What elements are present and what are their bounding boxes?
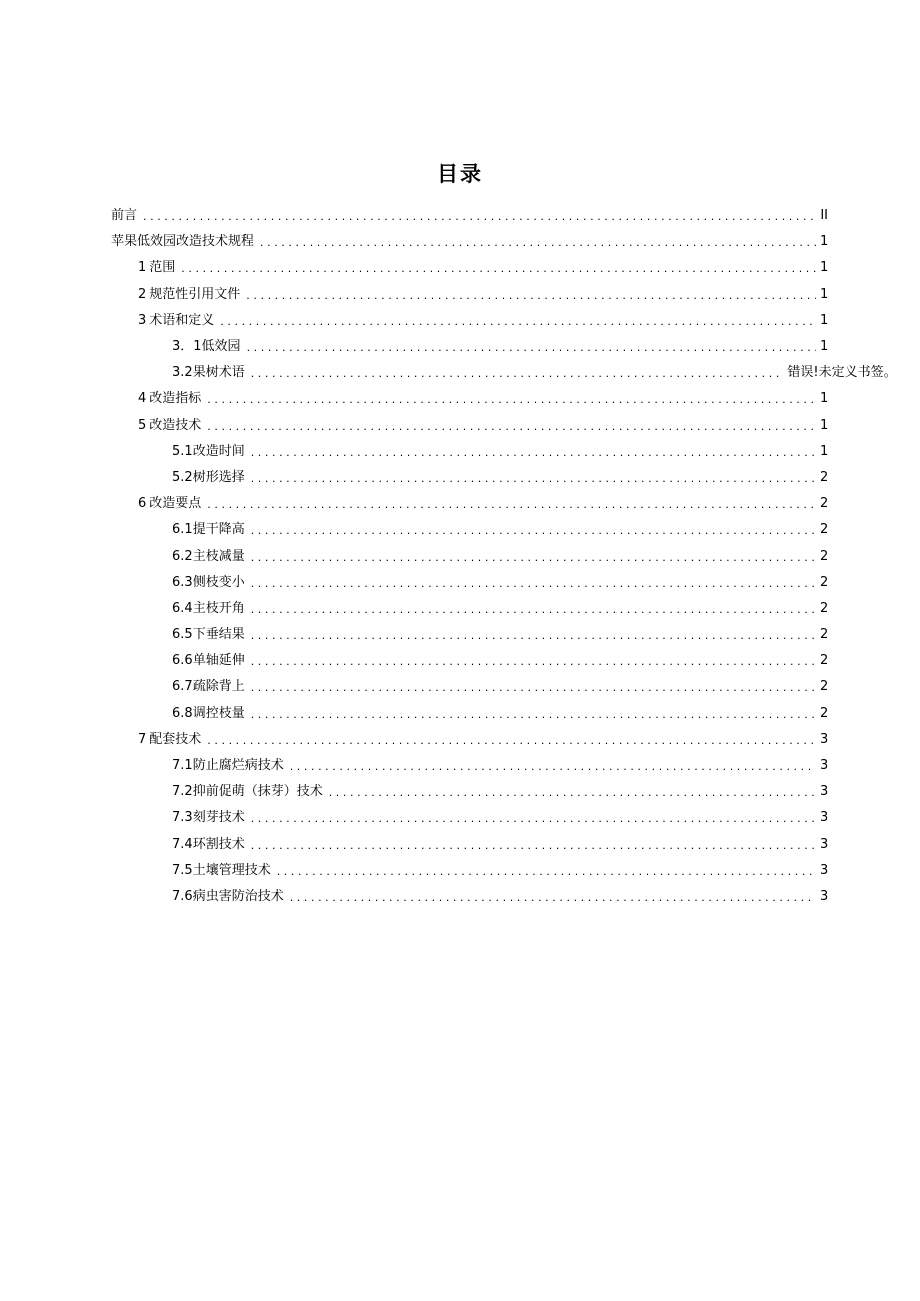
dot-leader — [251, 468, 816, 488]
toc-entry-number: 6.4 — [172, 600, 193, 616]
dot-leader — [251, 651, 816, 671]
toc-entry-page: 2 — [820, 496, 829, 512]
toc-entry[interactable] — [108, 386, 828, 412]
toc-entry-page: 2 — [820, 574, 829, 590]
toc-entry-label: 抑前促萌（抹芽）技术 — [192, 784, 323, 800]
toc-entry-number: 7.4 — [172, 836, 193, 852]
toc-entry-page: 3 — [820, 810, 829, 826]
toc-entry[interactable] — [108, 491, 828, 517]
toc-entry-page: 1 — [820, 286, 829, 302]
toc-entry-label: 配套技术 — [149, 731, 202, 747]
toc-entry-page: 2 — [820, 705, 829, 721]
toc-entry-page: 1 — [820, 234, 829, 250]
dot-leader — [246, 285, 816, 305]
toc-entry-page: 2 — [820, 548, 829, 564]
toc-entry-page: II — [820, 208, 828, 224]
table-of-contents — [108, 203, 897, 910]
toc-entry-page: 2 — [820, 469, 829, 485]
toc-entry[interactable] — [108, 832, 828, 858]
toc-entry-label: 改造要点 — [149, 496, 202, 512]
toc-entry-label: 规范性引用文件 — [149, 286, 241, 302]
toc-entry[interactable] — [108, 858, 828, 884]
dot-leader — [277, 861, 816, 881]
toc-entry[interactable] — [108, 334, 828, 360]
dot-leader — [251, 520, 816, 540]
toc-entry[interactable] — [108, 229, 828, 255]
toc-entry-number: 6 — [138, 496, 147, 512]
toc-entry-label: 前言 — [111, 208, 138, 224]
toc-entry[interactable] — [108, 308, 828, 334]
toc-entry[interactable] — [108, 779, 828, 805]
toc-entry[interactable] — [108, 570, 828, 596]
dot-leader — [251, 547, 816, 567]
toc-entry-label: 单轴延伸 — [192, 653, 245, 669]
toc-entry-number: 6.6 — [172, 653, 193, 669]
toc-entry-page: 2 — [820, 679, 829, 695]
dot-leader — [143, 206, 816, 226]
toc-entry-label: 范围 — [149, 260, 176, 276]
dot-leader — [181, 258, 816, 278]
toc-entry-number: 1 — [138, 260, 147, 276]
toc-entry-page: 错误!未定义书签。 — [787, 365, 897, 381]
toc-entry[interactable] — [108, 805, 828, 831]
toc-entry-label: 苹果低效园改造技术规程 — [111, 234, 255, 250]
toc-entry-label: 环割技术 — [192, 836, 245, 852]
page-title: 目录 — [437, 162, 483, 186]
toc-entry-number: 3.2 — [172, 365, 193, 381]
toc-entry-number: 7.1 — [172, 758, 193, 774]
toc-entry-label: 改造指标 — [149, 391, 202, 407]
toc-entry[interactable] — [108, 622, 828, 648]
toc-entry-number: 6.1 — [172, 522, 193, 538]
toc-entry-number: 6.5 — [172, 627, 193, 643]
toc-entry-label: 改造技术 — [149, 417, 202, 433]
toc-entry[interactable] — [108, 255, 828, 281]
toc-entry-label: 树形选择 — [192, 469, 245, 485]
toc-entry-number: 7 — [138, 731, 147, 747]
dot-leader — [220, 311, 816, 331]
toc-entry-label: 下垂结果 — [192, 627, 245, 643]
toc-entry-number: 7.2 — [172, 784, 193, 800]
dot-leader — [260, 232, 816, 252]
toc-entry-page: 1 — [820, 312, 829, 328]
toc-entry[interactable] — [108, 413, 828, 439]
toc-entry[interactable] — [108, 884, 828, 910]
toc-entry-label: 防止腐烂病技术 — [192, 758, 284, 774]
toc-entry-number: 6.8 — [172, 705, 193, 721]
toc-entry-label: 主枝开角 — [192, 600, 245, 616]
toc-entry-page: 3 — [820, 836, 829, 852]
toc-entry-page: 1 — [820, 391, 829, 407]
toc-entry-number: 5.2 — [172, 469, 193, 485]
toc-entry-page: 1 — [820, 260, 829, 276]
dot-leader — [251, 599, 816, 619]
toc-entry[interactable] — [108, 203, 828, 229]
dot-leader — [251, 573, 816, 593]
toc-entry-label: 主枝减量 — [192, 548, 245, 564]
toc-entry-page: 3 — [820, 784, 829, 800]
toc-entry-page: 3 — [820, 731, 829, 747]
dot-leader — [290, 756, 816, 776]
toc-entry[interactable] — [108, 282, 828, 308]
toc-entry-number: 6.7 — [172, 679, 193, 695]
toc-entry-number: 6.2 — [172, 548, 193, 564]
dot-leader — [251, 835, 816, 855]
toc-entry-label: 侧枝变小 — [192, 574, 245, 590]
toc-entry-number: 2 — [138, 286, 147, 302]
toc-entry-page: 3 — [820, 862, 829, 878]
toc-entry-number: 5.1 — [172, 443, 193, 459]
toc-entry-label: 刻芽技术 — [192, 810, 245, 826]
toc-entry-page: 1 — [820, 339, 829, 355]
dot-leader — [329, 782, 816, 802]
dot-leader — [290, 887, 816, 907]
toc-entry-number: 3．1 — [172, 339, 202, 355]
dot-leader — [247, 337, 816, 357]
dot-leader — [251, 442, 816, 462]
toc-entry[interactable] — [108, 517, 828, 543]
toc-entry-page: 1 — [820, 443, 829, 459]
toc-entry-label: 调控枝量 — [192, 705, 245, 721]
toc-entry-page: 3 — [820, 888, 829, 904]
dot-leader — [251, 625, 816, 645]
toc-entry[interactable] — [108, 596, 828, 622]
toc-entry-page: 2 — [820, 600, 829, 616]
dot-leader — [207, 389, 816, 409]
toc-entry-number: 3 — [138, 312, 147, 328]
dot-leader — [251, 704, 816, 724]
toc-entry-number: 5 — [138, 417, 147, 433]
toc-entry-number: 7.5 — [172, 862, 193, 878]
toc-entry[interactable] — [108, 439, 828, 465]
toc-entry-number: 7.3 — [172, 810, 193, 826]
toc-entry-label: 术语和定义 — [149, 312, 215, 328]
toc-entry[interactable] — [108, 543, 828, 569]
toc-entry-page: 2 — [820, 522, 829, 538]
toc-entry[interactable] — [108, 727, 828, 753]
toc-entry-label: 改造时间 — [192, 443, 245, 459]
toc-entry-number: 6.3 — [172, 574, 193, 590]
toc-entry-number: 7.6 — [172, 888, 193, 904]
dot-leader — [251, 363, 784, 383]
toc-entry[interactable] — [108, 674, 828, 700]
dot-leader — [207, 730, 816, 750]
toc-entry-page: 1 — [820, 417, 829, 433]
dot-leader — [251, 677, 816, 697]
toc-entry-label: 提干降高 — [192, 522, 245, 538]
toc-entry-page: 3 — [820, 758, 829, 774]
toc-entry-page: 2 — [820, 653, 829, 669]
toc-entry[interactable] — [108, 648, 828, 674]
toc-entry[interactable] — [108, 753, 828, 779]
toc-entry[interactable] — [108, 465, 828, 491]
toc-entry-label: 疏除背上 — [192, 679, 245, 695]
toc-entry[interactable] — [108, 701, 828, 727]
toc-entry-page: 2 — [820, 627, 829, 643]
toc-entry-label: 果树术语 — [192, 365, 245, 381]
toc-entry-number: 4 — [138, 391, 147, 407]
toc-entry-label: 低效园 — [201, 339, 241, 355]
toc-entry-label: 病虫害防治技术 — [192, 888, 284, 904]
dot-leader — [251, 808, 816, 828]
toc-entry-label: 土壤管理技术 — [192, 862, 271, 878]
dot-leader — [207, 416, 816, 436]
toc-entry[interactable] — [108, 360, 897, 386]
dot-leader — [207, 494, 816, 514]
